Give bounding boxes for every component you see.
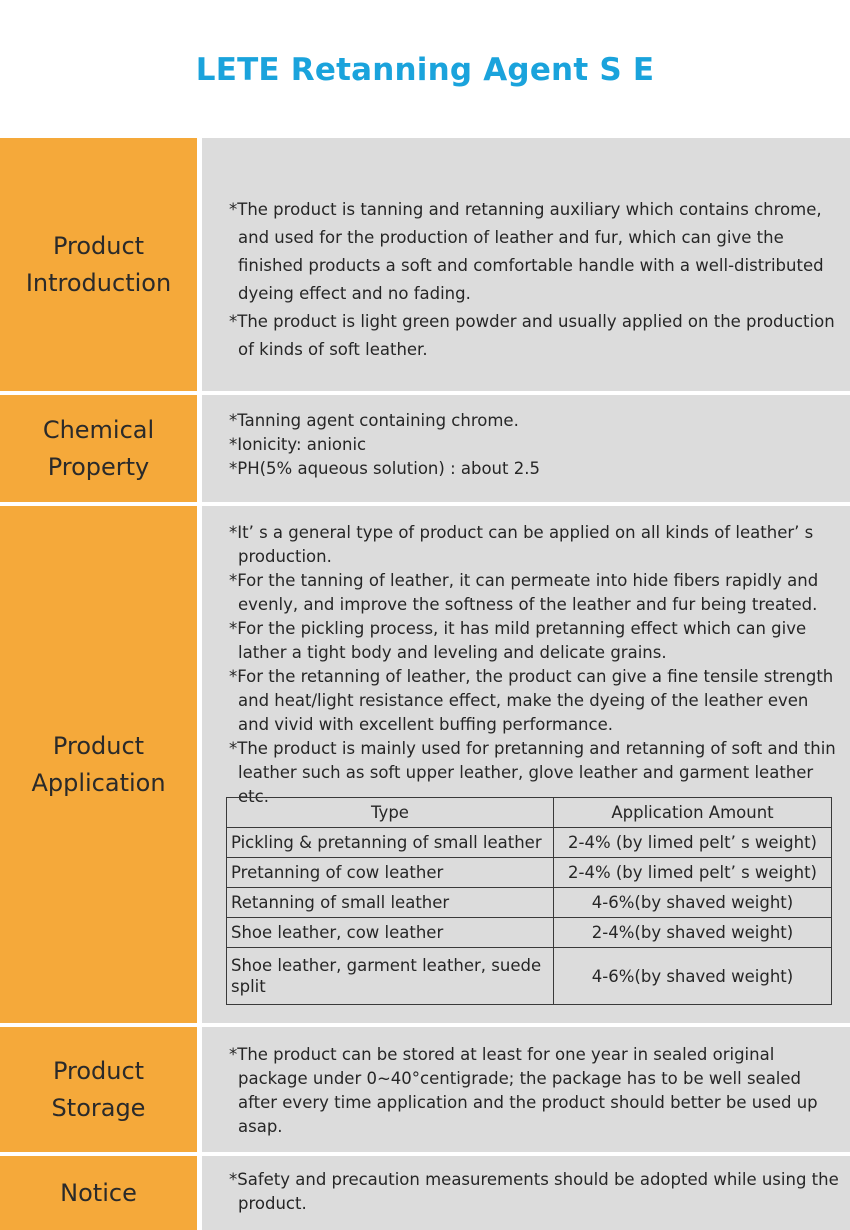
- paragraph: *The product is light green powder and usually applied on the production of kinds of soft leather.: [229, 312, 835, 359]
- section-content: [202, 1027, 850, 1152]
- table-cell-amount: 2-4% (by limed pelt’ s weight): [554, 858, 832, 888]
- section-content: [202, 138, 850, 391]
- label-line: Property: [47, 452, 150, 481]
- paragraph: *For the pickling process, it has mild pretanning effect which can give lather a tight body and leveling and delicate grains.: [229, 619, 807, 662]
- table-cell-type: Shoe leather, cow leather: [227, 918, 554, 948]
- section-label: [0, 1027, 197, 1152]
- label-line: Product: [52, 1056, 145, 1085]
- paragraph: *Ionicity: anionic: [229, 435, 367, 454]
- paragraph: *For the tanning of leather, it can permeate into hide fibers rapidly and evenly, and improve the softness of the leather and fur being treated.: [229, 571, 819, 614]
- section-notice: [0, 1156, 850, 1230]
- section-label: [0, 138, 197, 391]
- section-label: [0, 506, 197, 1023]
- label-line: Product: [52, 731, 145, 760]
- table-header: Application Amount: [554, 798, 832, 828]
- application-table: [226, 797, 832, 1005]
- table-row: [227, 888, 832, 918]
- table-header: Type: [227, 798, 554, 828]
- paragraph: *It’ s a general type of product can be applied on all kinds of leather’ s production.: [229, 523, 814, 566]
- table-row: [227, 948, 832, 1005]
- section-introduction: [0, 138, 850, 391]
- table-cell-amount: 2-4% (by limed pelt’ s weight): [554, 828, 832, 858]
- section-content: [202, 1156, 850, 1230]
- label-line: Product: [52, 231, 145, 260]
- section-application: [0, 506, 850, 1023]
- table-row: [227, 858, 832, 888]
- table-row: [227, 828, 832, 858]
- paragraph: *For the retanning of leather, the product can give a fine tensile strength and heat/light resistance effect, make the dyeing of the leather even and vivid with excellent buffing performance.: [229, 667, 834, 734]
- label-line: Chemical: [42, 415, 155, 444]
- table-cell-amount: 4-6%(by shaved weight): [554, 888, 832, 918]
- section-label: [0, 395, 197, 502]
- table-cell-amount: 4-6%(by shaved weight): [554, 948, 832, 1005]
- table-cell-type: Retanning of small leather: [227, 888, 554, 918]
- section-label: [0, 1156, 197, 1230]
- table-cell-type: Pickling & pretanning of small leather: [227, 828, 554, 858]
- table-cell-type: Shoe leather, garment leather, suede split: [227, 948, 554, 1005]
- paragraph: *The product is tanning and retanning auxiliary which contains chrome, and used for the production of leather and fur, which can give the finished products a soft and comfortable handle with a well-distributed dyeing effect and no fading.: [229, 200, 824, 303]
- table-row: [227, 918, 832, 948]
- table-header-row: [227, 798, 832, 828]
- section-content: [202, 506, 850, 1023]
- label-line: Notice: [60, 1178, 137, 1207]
- label-line: Application: [31, 768, 166, 797]
- section-content: [202, 395, 850, 502]
- paragraph: *The product is mainly used for pretanning and retanning of soft and thin leather such as soft upper leather, glove leather and garment leather etc.: [229, 739, 836, 806]
- table-cell-amount: 2-4%(by shaved weight): [554, 918, 832, 948]
- section-chemical: [0, 395, 850, 502]
- section-storage: [0, 1027, 850, 1152]
- paragraph: *Safety and precaution measurements should be adopted while using the product.: [229, 1170, 839, 1213]
- label-line: Storage: [51, 1093, 146, 1122]
- paragraph: *The product can be stored at least for one year in sealed original package under 0~40°centigrade; the package has to be well sealed after every time application and the product should better be used up asap.: [229, 1045, 818, 1136]
- table-cell-type: Pretanning of cow leather: [227, 858, 554, 888]
- paragraph: *Tanning agent containing chrome.: [229, 411, 519, 430]
- label-line: Introduction: [25, 268, 172, 297]
- paragraph: *PH(5% aqueous solution) : about 2.5: [229, 459, 540, 478]
- page-title: LETE Retanning Agent S E: [195, 52, 655, 88]
